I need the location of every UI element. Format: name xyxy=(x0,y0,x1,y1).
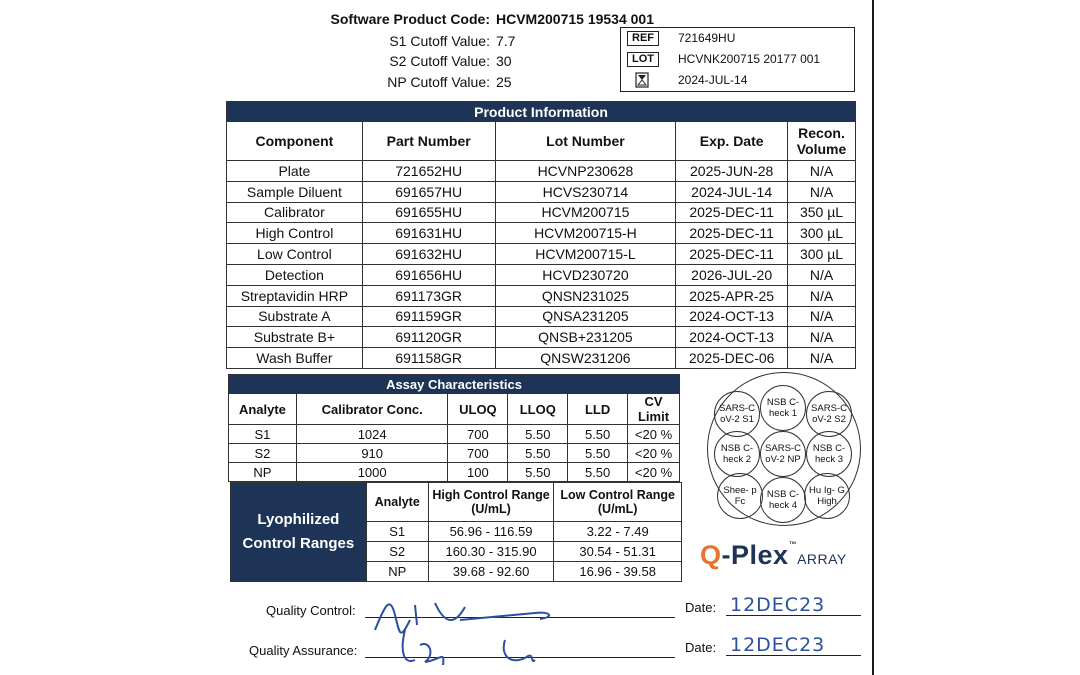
lot-number-cell: QNSA231205 xyxy=(495,306,676,327)
qa-signature xyxy=(385,620,565,675)
recon-volume-cell: N/A xyxy=(788,181,856,202)
well-3: SARS-C oV-2 S2 xyxy=(806,391,852,437)
cv-limit-cell: <20 % xyxy=(628,425,680,444)
header-exp-date: Exp. Date xyxy=(676,122,788,161)
lot-number-cell: QNSN231025 xyxy=(495,285,676,306)
recon-volume-cell: N/A xyxy=(788,161,856,182)
table-row xyxy=(227,181,856,202)
table-row xyxy=(227,327,856,348)
well-5: SARS-C oV-2 NP xyxy=(760,431,806,477)
table-row xyxy=(227,161,856,182)
lot-number-cell: QNSW231206 xyxy=(495,348,676,369)
exp-date-cell: 2025-DEC-11 xyxy=(676,202,788,223)
np-cutoff-label: NP Cutoff Value: xyxy=(387,74,490,90)
well-9: Hu Ig- G High xyxy=(804,473,850,519)
lloq-cell: 5.50 xyxy=(508,425,568,444)
table-row xyxy=(227,264,856,285)
part-number-cell: 691632HU xyxy=(362,244,495,265)
part-number-cell: 691158GR xyxy=(362,348,495,369)
exp-date-cell: 2024-OCT-13 xyxy=(676,327,788,348)
software-code-value: HCVM200715 19534 001 xyxy=(496,11,655,27)
lld-cell: 5.50 xyxy=(568,463,628,482)
analyte-cell: S1 xyxy=(229,425,297,444)
logo-tm: ™ xyxy=(788,540,798,549)
component-cell: High Control xyxy=(227,223,363,244)
table-row xyxy=(229,444,680,463)
calibrator-conc-cell: 910 xyxy=(296,444,448,463)
part-number-cell: 691159GR xyxy=(362,306,495,327)
header-part-number: Part Number xyxy=(362,122,495,161)
lyophilized-title xyxy=(231,483,367,582)
qa-date-label: Date: xyxy=(685,640,717,655)
header-high-control-range: High Control Range (U/mL) xyxy=(428,483,554,522)
calibrator-conc-cell: 1024 xyxy=(296,425,448,444)
uloq-cell: 100 xyxy=(448,463,508,482)
analyte-cell: NP xyxy=(229,463,297,482)
header-recon-volume: Recon. Volume xyxy=(788,122,856,161)
lot-number-cell: HCVM200715-L xyxy=(495,244,676,265)
exp-date-cell: 2025-DEC-06 xyxy=(676,348,788,369)
qa-label: Quality Assurance: xyxy=(249,643,358,658)
lyo-low-cell: 30.54 - 51.31 xyxy=(554,542,682,562)
header-lld: LLD xyxy=(568,394,628,425)
lot-number-cell: HCVM200715 xyxy=(495,202,676,223)
header-lyo-analyte: Analyte xyxy=(366,483,428,522)
qa-date: 12DEC23 xyxy=(730,634,826,656)
assay-characteristics-title: Assay Characteristics xyxy=(229,375,680,394)
part-number-cell: 691656HU xyxy=(362,264,495,285)
assay-characteristics-table xyxy=(228,374,680,482)
s1-cutoff-label: S1 Cutoff Value: xyxy=(389,33,490,49)
lot-symbol: LOT xyxy=(627,52,659,67)
cv-limit-cell: <20 % xyxy=(628,463,680,482)
header-lloq: LLOQ xyxy=(508,394,568,425)
header-cv-limit: CV Limit xyxy=(628,394,680,425)
well-8: NSB C- heck 4 xyxy=(760,477,806,523)
calibrator-conc-cell: 1000 xyxy=(296,463,448,482)
component-cell: Calibrator xyxy=(227,202,363,223)
lot-number-cell: HCVD230720 xyxy=(495,264,676,285)
header-low-control-range: Low Control Range (U/mL) xyxy=(554,483,682,522)
recon-volume-cell: N/A xyxy=(788,285,856,306)
exp-date-cell: 2025-DEC-11 xyxy=(676,223,788,244)
exp-date-cell: 2026-JUL-20 xyxy=(676,264,788,285)
well-4: NSB C- heck 2 xyxy=(714,431,760,477)
table-row xyxy=(227,348,856,369)
lyo-analyte-cell: S1 xyxy=(366,522,428,542)
recon-volume-cell: N/A xyxy=(788,348,856,369)
well-6: NSB C- heck 3 xyxy=(806,431,852,477)
recon-volume-cell: N/A xyxy=(788,306,856,327)
header-analyte: Analyte xyxy=(229,394,297,425)
component-cell: Plate xyxy=(227,161,363,182)
lot-number-cell: HCVS230714 xyxy=(495,181,676,202)
lyo-low-cell: 16.96 - 39.58 xyxy=(554,562,682,582)
uloq-cell: 700 xyxy=(448,444,508,463)
recon-volume-cell: N/A xyxy=(788,264,856,285)
lot-number-cell: HCVM200715-H xyxy=(495,223,676,244)
lyo-high-cell: 56.96 - 116.59 xyxy=(428,522,554,542)
recon-volume-cell: 350 µL xyxy=(788,202,856,223)
component-cell: Sample Diluent xyxy=(227,181,363,202)
component-cell: Wash Buffer xyxy=(227,348,363,369)
ref-lot-box xyxy=(620,27,855,92)
software-code-label: Software Product Code: xyxy=(330,11,490,27)
analyte-cell: S2 xyxy=(229,444,297,463)
qc-date-label: Date: xyxy=(685,600,717,615)
cv-limit-cell: <20 % xyxy=(628,444,680,463)
s2-cutoff-value: 30 xyxy=(496,53,512,69)
table-row xyxy=(229,463,680,482)
part-number-cell: 691657HU xyxy=(362,181,495,202)
expiry-value: 2024-JUL-14 xyxy=(678,73,748,87)
hourglass-icon xyxy=(635,72,649,88)
table-row xyxy=(227,285,856,306)
qc-date: 12DEC23 xyxy=(730,594,826,616)
header-lot-number: Lot Number xyxy=(495,122,676,161)
ref-value: 721649HU xyxy=(678,31,736,45)
recon-volume-cell: 300 µL xyxy=(788,223,856,244)
part-number-cell: 691120GR xyxy=(362,327,495,348)
s1-cutoff-value: 7.7 xyxy=(496,33,516,49)
product-information-table xyxy=(226,101,856,369)
part-number-cell: 691655HU xyxy=(362,202,495,223)
lyo-low-cell: 3.22 - 7.49 xyxy=(554,522,682,542)
header-component: Component xyxy=(227,122,363,161)
component-cell: Low Control xyxy=(227,244,363,265)
table-row xyxy=(227,244,856,265)
lyo-analyte-cell: S2 xyxy=(366,542,428,562)
lld-cell: 5.50 xyxy=(568,444,628,463)
lyophilized-control-ranges-table xyxy=(230,482,682,582)
well-1: SARS-C oV-2 S1 xyxy=(714,391,760,437)
component-cell: Substrate B+ xyxy=(227,327,363,348)
header-calibrator-conc: Calibrator Conc. xyxy=(296,394,448,425)
lyo-analyte-cell: NP xyxy=(366,562,428,582)
header-uloq: ULOQ xyxy=(448,394,508,425)
ref-symbol: REF xyxy=(627,31,659,46)
exp-date-cell: 2025-DEC-11 xyxy=(676,244,788,265)
well-2: NSB C- heck 1 xyxy=(760,385,806,431)
logo-plex: -Plex xyxy=(721,540,789,570)
component-cell: Streptavidin HRP xyxy=(227,285,363,306)
product-information-title: Product Information xyxy=(227,102,856,122)
lot-value: HCVNK200715 20177 001 xyxy=(678,52,821,66)
part-number-cell: 691173GR xyxy=(362,285,495,306)
exp-date-cell: 2025-JUN-28 xyxy=(676,161,788,182)
recon-volume-cell: 300 µL xyxy=(788,244,856,265)
lyo-high-cell: 39.68 - 92.60 xyxy=(428,562,554,582)
well-7: Shee- p Fc xyxy=(717,473,763,519)
lot-number-cell: HCVNP230628 xyxy=(495,161,676,182)
lot-number-cell: QNSB+231205 xyxy=(495,327,676,348)
lloq-cell: 5.50 xyxy=(508,463,568,482)
component-cell: Substrate A xyxy=(227,306,363,327)
table-row xyxy=(227,223,856,244)
part-number-cell: 691631HU xyxy=(362,223,495,244)
plate-map xyxy=(707,372,861,526)
table-row xyxy=(227,306,856,327)
uloq-cell: 700 xyxy=(448,425,508,444)
logo-array: ARRAY xyxy=(797,551,847,567)
part-number-cell: 721652HU xyxy=(362,161,495,182)
page-edge-border xyxy=(872,0,874,675)
exp-date-cell: 2024-OCT-13 xyxy=(676,306,788,327)
table-row xyxy=(227,202,856,223)
s2-cutoff-label: S2 Cutoff Value: xyxy=(389,53,490,69)
table-row xyxy=(229,425,680,444)
np-cutoff-value: 25 xyxy=(496,74,512,90)
component-cell: Detection xyxy=(227,264,363,285)
exp-date-cell: 2024-JUL-14 xyxy=(676,181,788,202)
recon-volume-cell: N/A xyxy=(788,327,856,348)
lyo-high-cell: 160.30 - 315.90 xyxy=(428,542,554,562)
qc-label: Quality Control: xyxy=(266,603,356,618)
exp-date-cell: 2025-APR-25 xyxy=(676,285,788,306)
lloq-cell: 5.50 xyxy=(508,444,568,463)
lyophilized-title-line2: Control Ranges xyxy=(242,535,355,552)
q-plex-array-logo xyxy=(700,540,847,571)
lyophilized-title-line1: Lyophilized xyxy=(257,511,340,528)
lld-cell: 5.50 xyxy=(568,425,628,444)
logo-q: Q xyxy=(700,540,722,570)
